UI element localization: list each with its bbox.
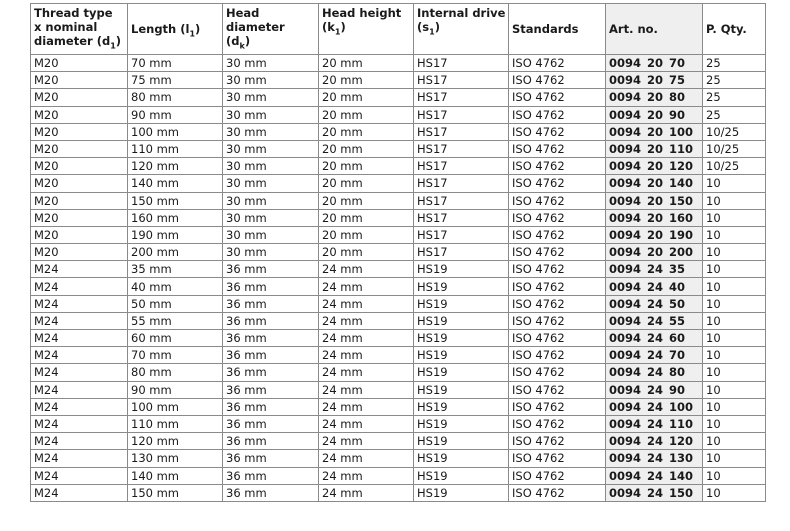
header-internal-drive-line2: (s — [417, 20, 430, 34]
cell-head-height: 24 mm — [319, 433, 414, 450]
header-internal-drive-line2-wrap: $(s_1)$ — [417, 20, 440, 37]
cell-thread: M24 — [31, 484, 128, 501]
table-row — [31, 467, 766, 484]
table-row — [31, 450, 766, 467]
cell-head-diameter: 36 mm — [223, 295, 319, 312]
cell-length: 150 mm — [128, 484, 223, 501]
header-head-diameter-line2: (d — [226, 34, 240, 48]
cell-head-height: 24 mm — [319, 450, 414, 467]
cell-thread: M20 — [31, 244, 128, 261]
cell-internal-drive: HS19 — [414, 467, 509, 484]
cell-length: 55 mm — [128, 312, 223, 329]
cell-head-diameter: 30 mm — [223, 192, 319, 209]
cell-standard: ISO 4762 — [509, 158, 606, 175]
cell-p-qty: 25 — [703, 72, 766, 89]
cell-head-diameter: 36 mm — [223, 330, 319, 347]
cell-thread: M24 — [31, 330, 128, 347]
header-art-no — [606, 4, 703, 55]
cell-head-height: 24 mm — [319, 261, 414, 278]
cell-art-no: 0094 20 100 — [606, 123, 703, 140]
table-row — [31, 261, 766, 278]
cell-art-no: 0094 20 200 — [606, 244, 703, 261]
table-row — [31, 72, 766, 89]
cell-head-diameter: 30 mm — [223, 226, 319, 243]
cell-head-height: 20 mm — [319, 158, 414, 175]
cell-head-height: 24 mm — [319, 312, 414, 329]
cell-thread: M24 — [31, 364, 128, 381]
cell-p-qty: 10 — [703, 244, 766, 261]
cell-internal-drive: HS19 — [414, 261, 509, 278]
cell-head-height: 24 mm — [319, 364, 414, 381]
cell-length: 40 mm — [128, 278, 223, 295]
cell-head-height: 20 mm — [319, 226, 414, 243]
cell-length: 140 mm — [128, 467, 223, 484]
header-head-height-sub: 1 — [334, 27, 341, 37]
cell-head-diameter: 36 mm — [223, 347, 319, 364]
cell-length: 90 mm — [128, 106, 223, 123]
header-head-height-line1: Head height — [322, 6, 402, 20]
cell-art-no: 0094 24 100 — [606, 398, 703, 415]
cell-art-no: 0094 20 70 — [606, 55, 703, 72]
cell-thread: M20 — [31, 209, 128, 226]
header-length: Length $(l_1)$ — [128, 4, 223, 55]
cell-internal-drive: HS17 — [414, 89, 509, 106]
cell-p-qty: 10 — [703, 226, 766, 243]
header-standards-label: Standards — [512, 22, 579, 36]
header-thread-line2: x nominal — [34, 20, 98, 34]
header-head-diameter-sub: k — [239, 41, 245, 51]
cell-standard: ISO 4762 — [509, 244, 606, 261]
cell-standard: ISO 4762 — [509, 175, 606, 192]
cell-internal-drive: HS17 — [414, 175, 509, 192]
table-body — [31, 55, 766, 502]
cell-p-qty: 10 — [703, 450, 766, 467]
cell-p-qty: 10 — [703, 415, 766, 432]
cell-standard: ISO 4762 — [509, 433, 606, 450]
cell-head-height: 24 mm — [319, 467, 414, 484]
cell-head-diameter: 30 mm — [223, 209, 319, 226]
cell-thread: M24 — [31, 261, 128, 278]
cell-head-height: 20 mm — [319, 244, 414, 261]
cell-thread: M20 — [31, 140, 128, 157]
cell-p-qty: 10 — [703, 278, 766, 295]
cell-standard: ISO 4762 — [509, 330, 606, 347]
cell-head-diameter: 36 mm — [223, 450, 319, 467]
header-head-diameter-line2-wrap: $(d_k)$ — [226, 34, 251, 51]
header-length-sub: 1 — [189, 29, 196, 39]
cell-head-diameter: 36 mm — [223, 261, 319, 278]
cell-p-qty: 25 — [703, 55, 766, 72]
cell-internal-drive: HS17 — [414, 140, 509, 157]
cell-standard: ISO 4762 — [509, 72, 606, 89]
table-row — [31, 330, 766, 347]
cell-standard: ISO 4762 — [509, 347, 606, 364]
cell-head-diameter: 30 mm — [223, 89, 319, 106]
header-head-height — [319, 4, 414, 55]
cell-head-height: 24 mm — [319, 381, 414, 398]
cell-internal-drive: HS19 — [414, 330, 509, 347]
table-row — [31, 140, 766, 157]
table-row — [31, 158, 766, 175]
cell-length: 100 mm — [128, 123, 223, 140]
cell-standard: ISO 4762 — [509, 295, 606, 312]
cell-head-height: 20 mm — [319, 55, 414, 72]
cell-thread: M24 — [31, 467, 128, 484]
cell-internal-drive: HS17 — [414, 106, 509, 123]
cell-p-qty: 10 — [703, 347, 766, 364]
cell-internal-drive: HS17 — [414, 192, 509, 209]
cell-art-no: 0094 24 90 — [606, 381, 703, 398]
cell-p-qty: 10 — [703, 398, 766, 415]
cell-internal-drive: HS19 — [414, 415, 509, 432]
table-row — [31, 175, 766, 192]
cell-head-height: 20 mm — [319, 123, 414, 140]
cell-thread: M24 — [31, 312, 128, 329]
cell-thread: M24 — [31, 450, 128, 467]
cell-art-no: 0094 20 120 — [606, 158, 703, 175]
header-p-qty-label: P. Qty. — [706, 22, 747, 36]
product-table — [30, 3, 766, 502]
cell-p-qty: 10 — [703, 192, 766, 209]
cell-standard: ISO 4762 — [509, 192, 606, 209]
cell-internal-drive: HS19 — [414, 484, 509, 501]
header-thread-line3: diameter (d — [34, 34, 111, 48]
cell-thread: M24 — [31, 433, 128, 450]
cell-length: 75 mm — [128, 72, 223, 89]
table-row — [31, 192, 766, 209]
cell-head-diameter: 36 mm — [223, 278, 319, 295]
cell-p-qty: 10/25 — [703, 123, 766, 140]
cell-length: 120 mm — [128, 158, 223, 175]
cell-head-diameter: 30 mm — [223, 140, 319, 157]
header-art-no-label: Art. no. — [609, 22, 658, 36]
cell-length: 110 mm — [128, 140, 223, 157]
table-row — [31, 123, 766, 140]
cell-p-qty: 10 — [703, 330, 766, 347]
cell-standard: ISO 4762 — [509, 278, 606, 295]
cell-p-qty: 10 — [703, 295, 766, 312]
cell-standard: ISO 4762 — [509, 467, 606, 484]
table-row — [31, 312, 766, 329]
cell-head-diameter: 36 mm — [223, 364, 319, 381]
cell-p-qty: 10/25 — [703, 140, 766, 157]
header-thread-type — [31, 4, 128, 55]
cell-art-no: 0094 24 150 — [606, 484, 703, 501]
cell-length: 120 mm — [128, 433, 223, 450]
cell-thread: M20 — [31, 158, 128, 175]
header-standards — [509, 4, 606, 55]
cell-thread: M20 — [31, 192, 128, 209]
cell-length: 160 mm — [128, 209, 223, 226]
cell-head-diameter: 30 mm — [223, 244, 319, 261]
cell-art-no: 0094 24 35 — [606, 261, 703, 278]
cell-standard: ISO 4762 — [509, 398, 606, 415]
cell-head-diameter: 36 mm — [223, 381, 319, 398]
cell-internal-drive: HS19 — [414, 295, 509, 312]
cell-thread: M20 — [31, 226, 128, 243]
cell-length: 70 mm — [128, 55, 223, 72]
cell-head-height: 24 mm — [319, 347, 414, 364]
header-internal-drive-line1: Internal drive — [417, 6, 506, 20]
cell-length: 110 mm — [128, 415, 223, 432]
cell-head-diameter: 30 mm — [223, 106, 319, 123]
cell-thread: M24 — [31, 398, 128, 415]
cell-standard: ISO 4762 — [509, 140, 606, 157]
cell-head-height: 24 mm — [319, 278, 414, 295]
cell-thread: M24 — [31, 347, 128, 364]
cell-thread: M20 — [31, 175, 128, 192]
cell-art-no: 0094 24 110 — [606, 415, 703, 432]
cell-standard: ISO 4762 — [509, 261, 606, 278]
table-row — [31, 381, 766, 398]
cell-art-no: 0094 20 160 — [606, 209, 703, 226]
table-row — [31, 484, 766, 501]
cell-art-no: 0094 24 55 — [606, 312, 703, 329]
cell-length: 80 mm — [128, 364, 223, 381]
cell-p-qty: 10 — [703, 364, 766, 381]
table-row — [31, 398, 766, 415]
table-row — [31, 89, 766, 106]
cell-length: 100 mm — [128, 398, 223, 415]
cell-head-height: 20 mm — [319, 192, 414, 209]
cell-head-diameter: 36 mm — [223, 433, 319, 450]
cell-standard: ISO 4762 — [509, 484, 606, 501]
cell-thread: M20 — [31, 72, 128, 89]
cell-length: 150 mm — [128, 192, 223, 209]
cell-internal-drive: HS17 — [414, 72, 509, 89]
cell-standard: ISO 4762 — [509, 450, 606, 467]
cell-standard: ISO 4762 — [509, 89, 606, 106]
cell-head-diameter: 30 mm — [223, 175, 319, 192]
cell-length: 60 mm — [128, 330, 223, 347]
table-row — [31, 415, 766, 432]
cell-internal-drive: HS19 — [414, 364, 509, 381]
cell-art-no: 0094 24 60 — [606, 330, 703, 347]
cell-thread: M20 — [31, 123, 128, 140]
cell-art-no: 0094 20 110 — [606, 140, 703, 157]
cell-art-no: 0094 20 140 — [606, 175, 703, 192]
cell-length: 80 mm — [128, 89, 223, 106]
cell-standard: ISO 4762 — [509, 312, 606, 329]
cell-head-diameter: 30 mm — [223, 123, 319, 140]
cell-p-qty: 10 — [703, 467, 766, 484]
cell-p-qty: 25 — [703, 89, 766, 106]
cell-art-no: 0094 20 75 — [606, 72, 703, 89]
cell-internal-drive: HS17 — [414, 226, 509, 243]
cell-length: 140 mm — [128, 175, 223, 192]
product-table-container — [30, 3, 765, 502]
cell-standard: ISO 4762 — [509, 364, 606, 381]
cell-head-height: 20 mm — [319, 140, 414, 157]
cell-head-height: 20 mm — [319, 72, 414, 89]
cell-length: 130 mm — [128, 450, 223, 467]
cell-p-qty: 10 — [703, 433, 766, 450]
header-thread-sub: 1 — [110, 41, 116, 51]
cell-thread: M24 — [31, 295, 128, 312]
cell-head-diameter: 30 mm — [223, 72, 319, 89]
table-row — [31, 433, 766, 450]
table-row — [31, 295, 766, 312]
header-head-diameter — [223, 4, 319, 55]
header-internal-drive-sub: 1 — [429, 27, 435, 37]
cell-art-no: 0094 20 80 — [606, 89, 703, 106]
cell-head-diameter: 30 mm — [223, 158, 319, 175]
cell-head-height: 24 mm — [319, 415, 414, 432]
cell-head-height: 20 mm — [319, 89, 414, 106]
table-row — [31, 226, 766, 243]
cell-head-diameter: 36 mm — [223, 467, 319, 484]
header-head-height-line2: (k — [322, 20, 335, 34]
header-length-label: Length (l — [131, 22, 190, 36]
cell-internal-drive: HS17 — [414, 158, 509, 175]
cell-p-qty: 25 — [703, 106, 766, 123]
table-row — [31, 278, 766, 295]
cell-art-no: 0094 24 70 — [606, 347, 703, 364]
cell-p-qty: 10 — [703, 261, 766, 278]
cell-head-height: 20 mm — [319, 209, 414, 226]
table-row — [31, 209, 766, 226]
cell-standard: ISO 4762 — [509, 209, 606, 226]
cell-head-diameter: 36 mm — [223, 312, 319, 329]
cell-standard: ISO 4762 — [509, 123, 606, 140]
header-thread-line3-wrap: diameter $(d_1)$ — [34, 34, 122, 51]
cell-standard: ISO 4762 — [509, 381, 606, 398]
cell-p-qty: 10 — [703, 312, 766, 329]
cell-art-no: 0094 24 130 — [606, 450, 703, 467]
cell-standard: ISO 4762 — [509, 226, 606, 243]
cell-thread: M20 — [31, 55, 128, 72]
cell-length: 50 mm — [128, 295, 223, 312]
header-internal-drive — [414, 4, 509, 55]
cell-art-no: 0094 24 50 — [606, 295, 703, 312]
header-thread-line1: Thread type — [34, 6, 113, 20]
table-row — [31, 347, 766, 364]
cell-internal-drive: HS19 — [414, 433, 509, 450]
cell-p-qty: 10/25 — [703, 158, 766, 175]
cell-p-qty: 10 — [703, 484, 766, 501]
cell-internal-drive: HS19 — [414, 381, 509, 398]
cell-art-no: 0094 24 80 — [606, 364, 703, 381]
cell-internal-drive: HS17 — [414, 209, 509, 226]
cell-standard: ISO 4762 — [509, 415, 606, 432]
cell-art-no: 0094 20 190 — [606, 226, 703, 243]
cell-p-qty: 10 — [703, 381, 766, 398]
cell-head-diameter: 36 mm — [223, 484, 319, 501]
cell-thread: M24 — [31, 415, 128, 432]
cell-internal-drive: HS19 — [414, 278, 509, 295]
cell-p-qty: 10 — [703, 175, 766, 192]
cell-art-no: 0094 20 90 — [606, 106, 703, 123]
cell-thread: M20 — [31, 89, 128, 106]
cell-internal-drive: HS17 — [414, 123, 509, 140]
table-row — [31, 106, 766, 123]
cell-thread: M24 — [31, 278, 128, 295]
header-p-qty — [703, 4, 766, 55]
cell-head-diameter: 36 mm — [223, 415, 319, 432]
cell-head-height: 24 mm — [319, 330, 414, 347]
cell-length: 200 mm — [128, 244, 223, 261]
cell-head-diameter: 30 mm — [223, 55, 319, 72]
cell-length: 190 mm — [128, 226, 223, 243]
cell-length: 90 mm — [128, 381, 223, 398]
cell-internal-drive: HS19 — [414, 398, 509, 415]
cell-internal-drive: HS19 — [414, 312, 509, 329]
cell-head-height: 20 mm — [319, 106, 414, 123]
cell-head-height: 24 mm — [319, 295, 414, 312]
table-row — [31, 55, 766, 72]
cell-standard: ISO 4762 — [509, 106, 606, 123]
cell-internal-drive: HS17 — [414, 244, 509, 261]
cell-art-no: 0094 24 120 — [606, 433, 703, 450]
header-head-diameter-line1: Head diameter — [226, 6, 285, 34]
header-head-height-line2-wrap: $(k_1)$ — [322, 20, 346, 37]
cell-thread: M20 — [31, 106, 128, 123]
cell-thread: M24 — [31, 381, 128, 398]
cell-length: 70 mm — [128, 347, 223, 364]
cell-art-no: 0094 24 140 — [606, 467, 703, 484]
cell-head-height: 24 mm — [319, 398, 414, 415]
table-row — [31, 244, 766, 261]
cell-internal-drive: HS19 — [414, 450, 509, 467]
cell-head-height: 20 mm — [319, 175, 414, 192]
cell-head-height: 24 mm — [319, 484, 414, 501]
cell-internal-drive: HS17 — [414, 55, 509, 72]
table-header-row — [31, 4, 766, 55]
cell-p-qty: 10 — [703, 209, 766, 226]
cell-head-diameter: 36 mm — [223, 398, 319, 415]
cell-internal-drive: HS19 — [414, 347, 509, 364]
cell-length: 35 mm — [128, 261, 223, 278]
cell-art-no: 0094 20 150 — [606, 192, 703, 209]
table-row — [31, 364, 766, 381]
cell-standard: ISO 4762 — [509, 55, 606, 72]
cell-art-no: 0094 24 40 — [606, 278, 703, 295]
